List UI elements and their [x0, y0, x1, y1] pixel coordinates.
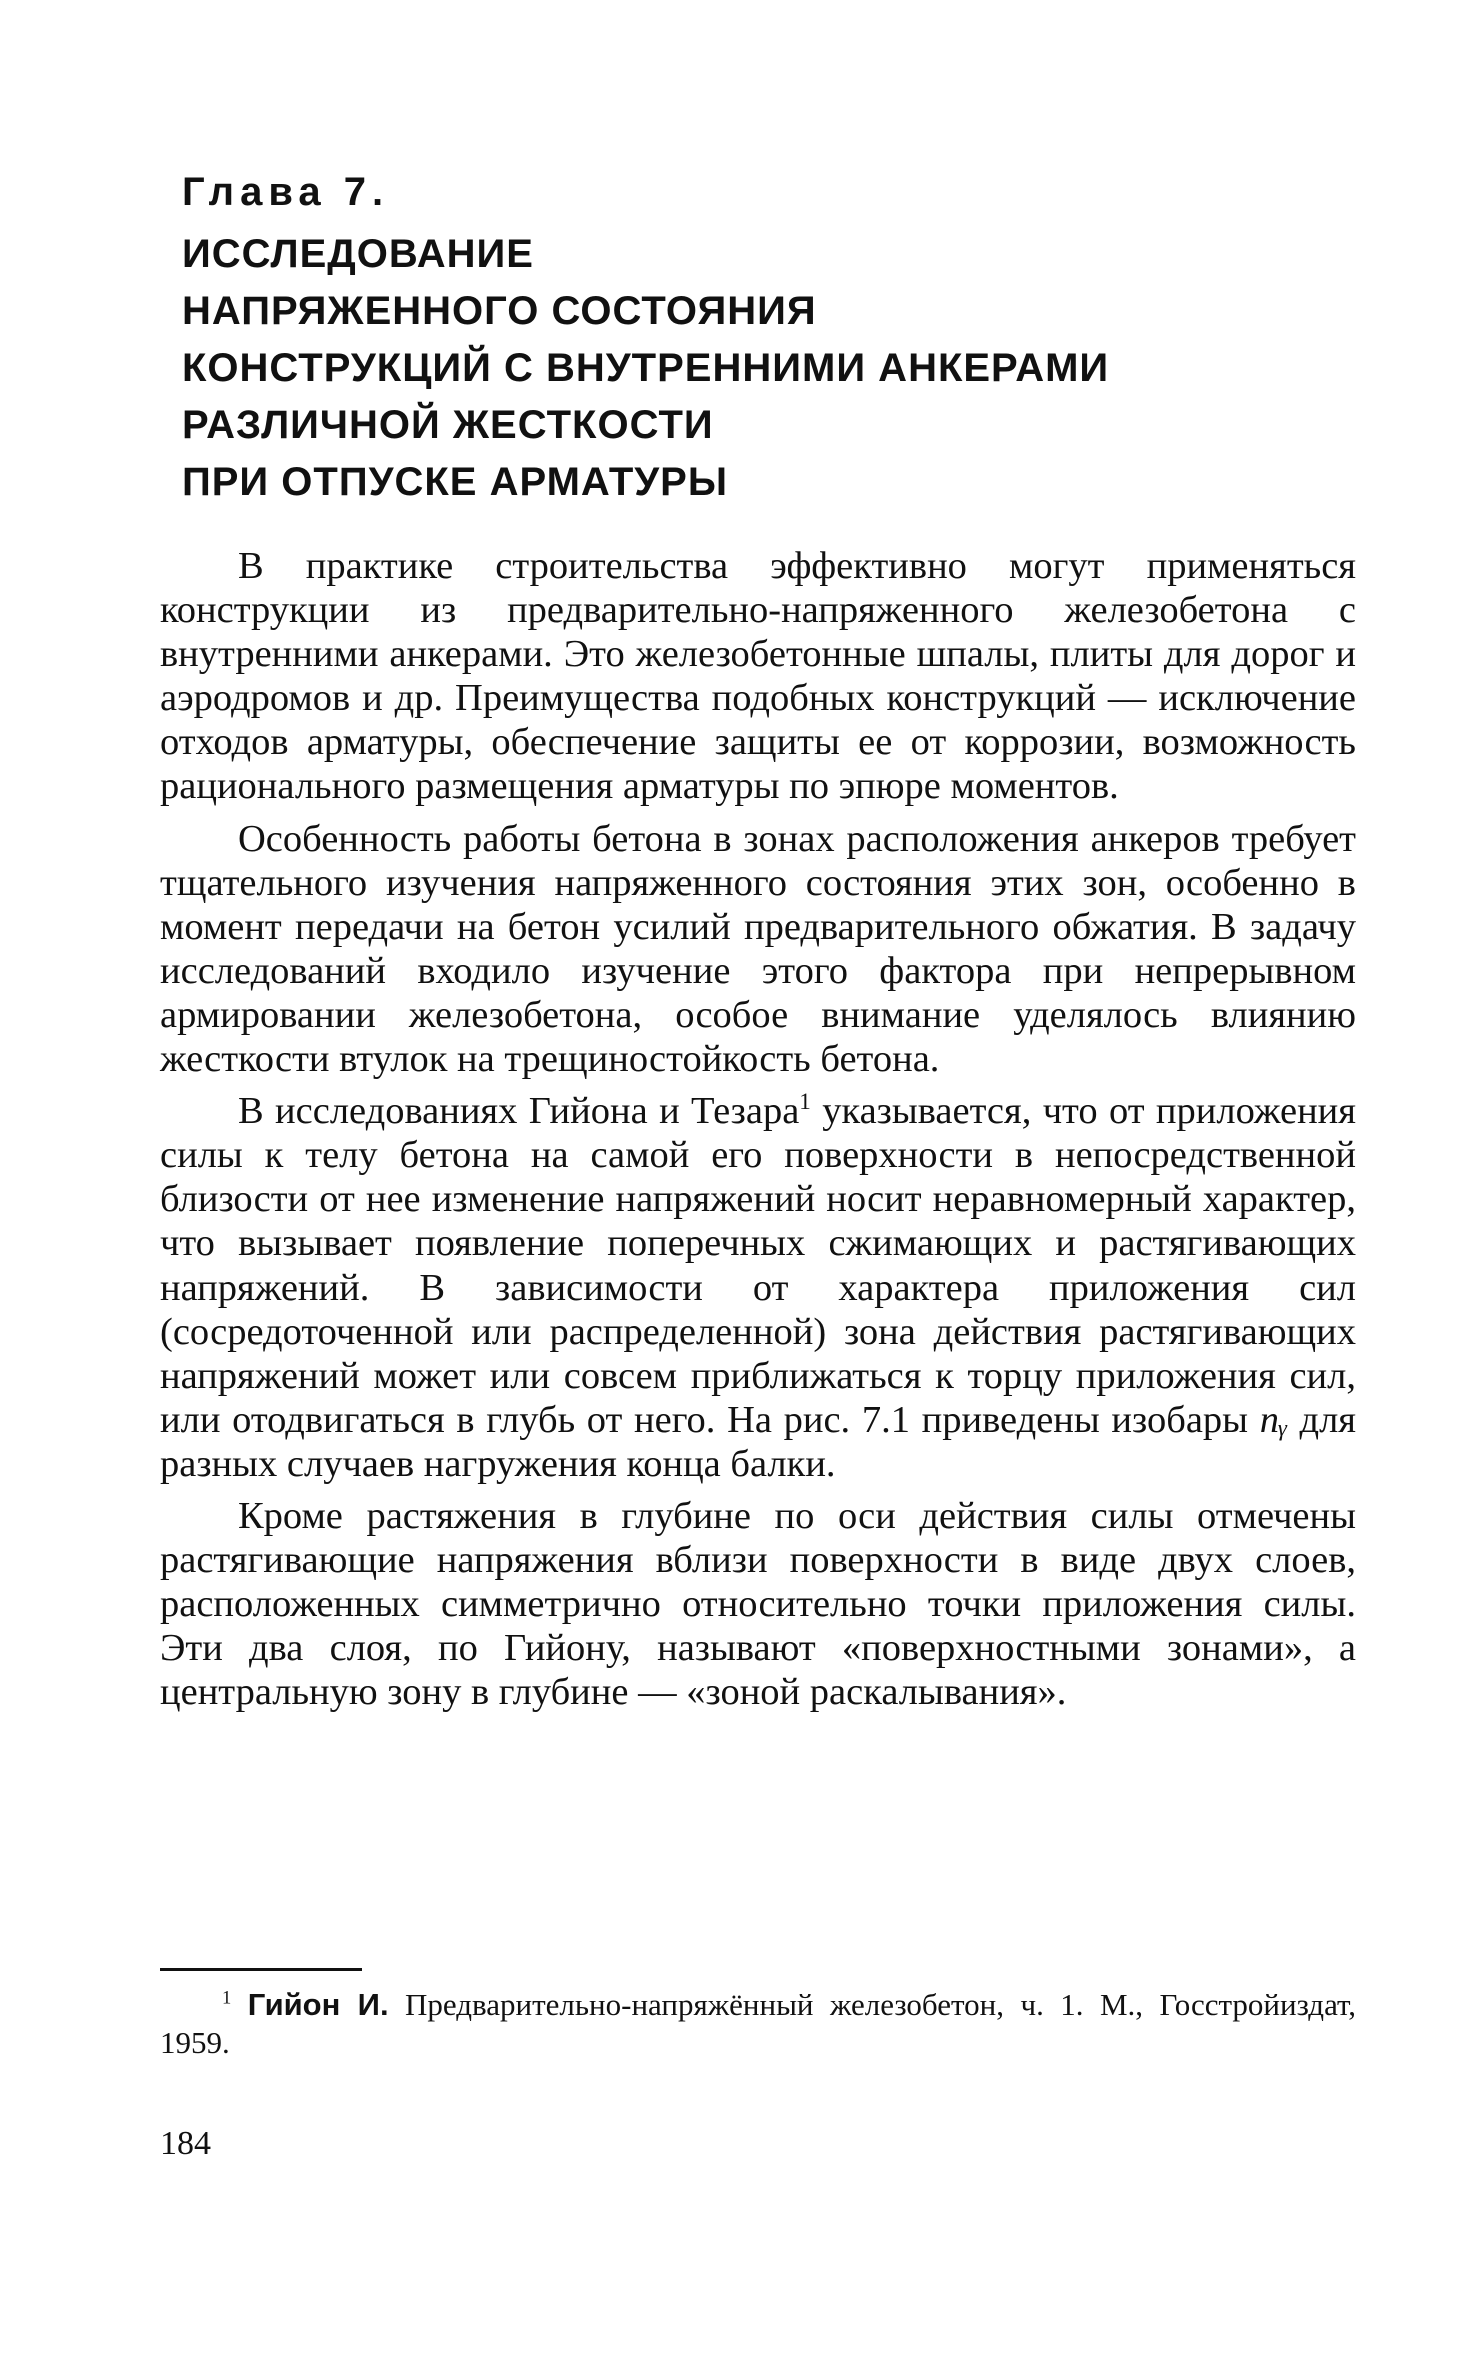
variable-n-y: nᵧ — [1259, 1398, 1288, 1441]
page-number: 184 — [160, 2125, 211, 2162]
chapter-title-line: РАЗЛИЧНОЙ ЖЕСТКОСТИ — [182, 403, 714, 447]
chapter-title-line: КОНСТРУКЦИЙ С ВНУТРЕННИМИ АНКЕРАМИ — [182, 346, 1110, 390]
paragraph-1: В практике строительства эффективно могут применяться конструкции из предварительно-напряженного железобетона с внутренними анкерами. Это железобетонные шпалы, плиты для дорог и аэродромов и др. Преимущества подобных конструкций — исключение отходов арматуры, обеспечение защиты ее от коррозии, возможность рационального размещения арматуры по эпюре моментов. — [160, 545, 1356, 808]
footnote-divider — [160, 1968, 362, 1971]
paragraph-3-middle: указывается, что от приложения силы к телу бетона на самой его поверхности в непосредственной близости от нее изменение напряжений носит неравномерный характер, что вызывает появление поперечных сжимающих и растягивающих напряжений. В зависимости от характера приложения сил (сосредоточенной или распределенной) зона действия растягивающих напряжений может или совсем приближаться к торцу приложения сил, или отодвигаться в глубь от него. На рис. 7.1 приведены изобары — [160, 1090, 1356, 1441]
paragraph-2: Особенность работы бетона в зонах расположения анкеров требует тщательного изучения напряженного состояния этих зон, особенно в момент передачи на бетон усилий предварительного обжатия. В задачу исследований входило изучение этого фактора при непрерывном армировании железобетона, особое внимание уделялось влиянию жесткости втулок на трещиностойкость бетона. — [160, 817, 1356, 1081]
paragraph-4: Кроме растяжения в глубине по оси действия силы отмечены растягивающие напряжения вблизи поверхности в виде двух слоев, расположенных симметрично относительно точки приложения силы. Эти два слоя, по Гийону, называют «поверхностными зонами», а центральную зону в глубине — «зоной раскалывания». — [160, 1494, 1356, 1714]
chapter-title-line: ИССЛЕДОВАНИЕ — [182, 232, 534, 276]
footnote — [160, 1986, 1356, 2062]
chapter-title-line: НАПРЯЖЕННОГО СОСТОЯНИЯ — [182, 289, 817, 333]
paragraph-3-end: для разных случаев нагружения конца балки. — [160, 1398, 1356, 1485]
chapter-title — [182, 226, 1332, 511]
paragraph-3-start: В исследованиях Гийона и Тезара — [238, 1090, 800, 1133]
footnote-reference: 1 — [799, 1088, 811, 1115]
footnote-text: Предварительно-напряжённый железобетон, ч. 1. М., Госстройиздат, 1959. — [160, 1987, 1356, 2060]
paragraph-3 — [160, 1089, 1356, 1486]
footnote-marker: 1 — [222, 1987, 232, 2009]
footnote-author: Гийон И. — [247, 1987, 389, 2022]
body-text — [160, 544, 1356, 1722]
chapter-title-line: ПРИ ОТПУСКЕ АРМАТУРЫ — [182, 460, 728, 504]
chapter-label: Глава 7. — [182, 170, 390, 214]
